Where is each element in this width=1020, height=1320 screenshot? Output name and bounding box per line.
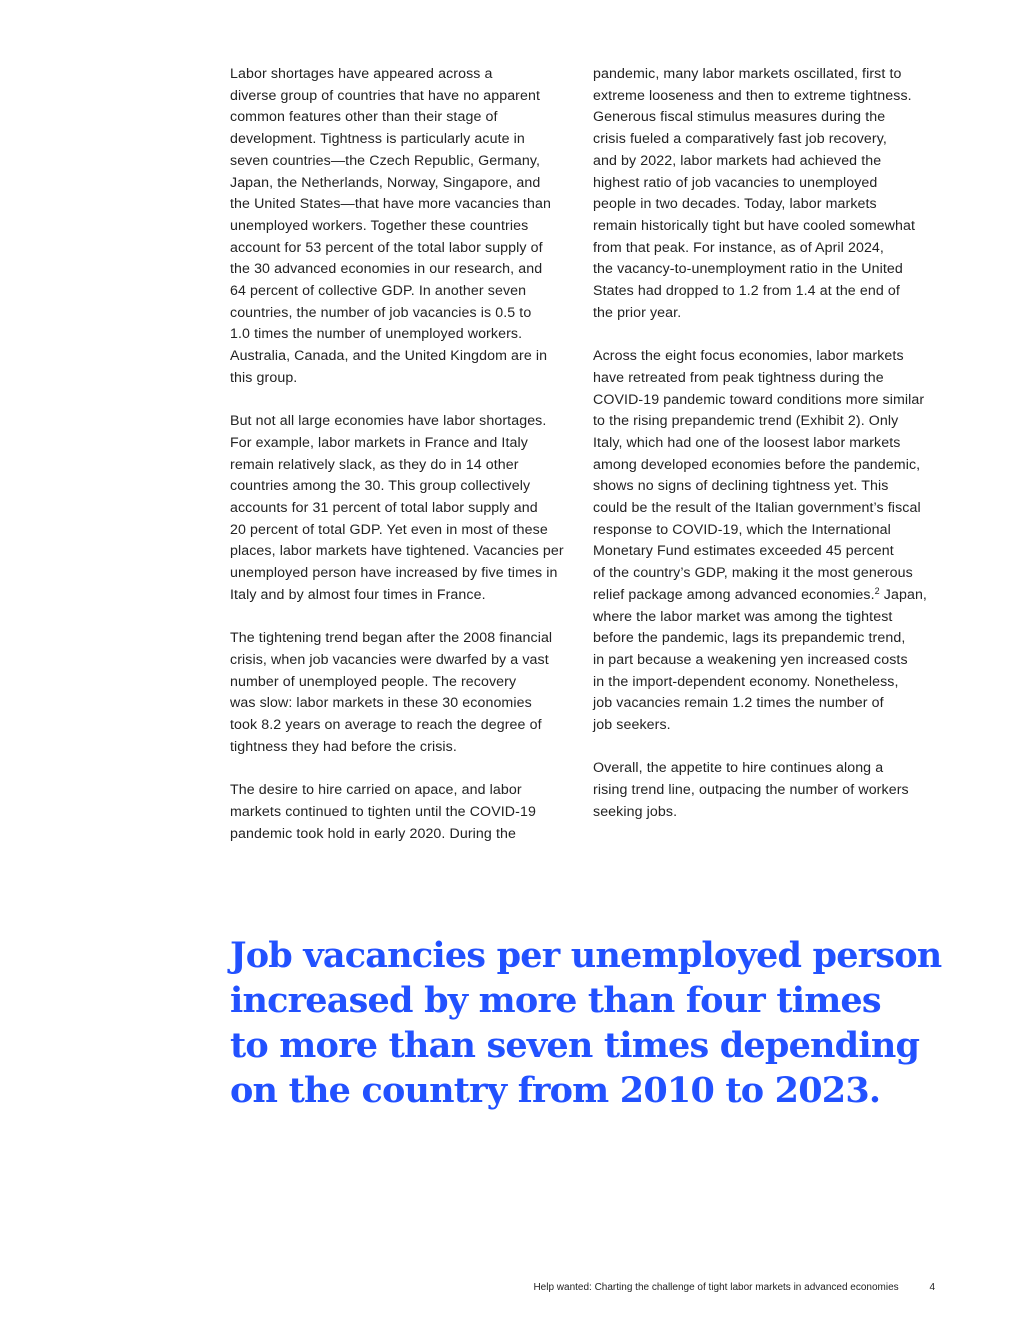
text-line: took 8.2 years on average to reach the degree of [230, 717, 542, 734]
text-line: The desire to hire carried on apace, and labor [230, 782, 522, 799]
right-column [593, 64, 941, 845]
text-line: highest ratio of job vacancies to unemployed [593, 174, 878, 191]
page-number: 4 [929, 1282, 935, 1293]
text-line: where the labor market was among the tightest [593, 608, 893, 625]
text-line: Across the eight focus economies, labor markets [593, 348, 904, 365]
text-line: people in two decades. Today, labor markets [593, 196, 877, 213]
text-line: Italy, which had one of the loosest labor markets [593, 434, 901, 451]
text-line: tightness they had before the crisis. [230, 738, 457, 755]
text-line: the United States—that have more vacancies than [230, 196, 551, 213]
text-line: seeking jobs. [593, 803, 678, 820]
text-line: extreme looseness and then to extreme tightness. [593, 87, 912, 104]
text-line: States had dropped to 1.2 from 1.4 at the end of [593, 283, 900, 300]
text-segment: Japan, [879, 586, 927, 603]
text-line: job vacancies remain 1.2 times the number of [593, 695, 884, 712]
text-line: Italy and by almost four times in France. [230, 586, 486, 603]
text-line: number of unemployed people. The recovery [230, 673, 517, 690]
text-line: places, labor markets have tightened. Vacancies per [230, 543, 564, 560]
footnote-reference[interactable]: 2 [874, 585, 880, 596]
page-footer [533, 1281, 935, 1295]
text-line: in part because a weakening yen increased costs [593, 651, 908, 668]
pull-quote-line: on the country from 2010 to 2023. [230, 1070, 881, 1111]
text-line: before the pandemic, lags its prepandemic trend, [593, 630, 906, 647]
text-line: from that peak. For instance, as of April 2024, [593, 239, 884, 256]
left-column [230, 64, 580, 867]
text-line: Australia, Canada, and the United Kingdom are in [230, 348, 548, 365]
text-line: common features other than their stage of [230, 109, 498, 126]
paragraph [593, 758, 941, 823]
text-line: For example, labor markets in France and Italy [230, 434, 528, 451]
text-line: countries among the 30. This group collectively [230, 478, 531, 495]
text-line: 64 percent of collective GDP. In another seven [230, 283, 527, 300]
text-line: accounts for 31 percent of total labor supply and [230, 500, 538, 517]
text-line: rising trend line, outpacing the number of workers [593, 782, 909, 799]
text-line: 1.0 times the number of unemployed workers. [230, 326, 523, 343]
pull-quote [230, 933, 942, 1113]
text-line: seven countries—the Czech Republic, Germany, [230, 152, 541, 169]
text-line: Labor shortages have appeared across a [230, 66, 493, 82]
text-line: could be the result of the Italian government’s fiscal [593, 500, 921, 517]
text-line: job seekers. [593, 717, 671, 734]
text-line: diverse group of countries that have no apparent [230, 87, 541, 104]
text-line: among developed economies before the pandemic, [593, 456, 921, 473]
text-line: have retreated from peak tightness during the [593, 369, 884, 386]
footnote-line [593, 585, 941, 607]
text-line: shows no signs of declining tightness yet. This [593, 478, 889, 495]
pull-quote-line: Job vacancies per unemployed person [230, 935, 942, 976]
text-line: Generous fiscal stimulus measures during the [593, 109, 886, 126]
text-line: crisis, when job vacancies were dwarfed by a vast [230, 651, 549, 668]
text-line: The tightening trend began after the 2008 financial [230, 630, 553, 647]
text-line: this group. [230, 369, 298, 386]
text-line: Japan, the Netherlands, Norway, Singapore, and [230, 174, 541, 191]
text-line: pandemic took hold in early 2020. During the [230, 825, 516, 842]
text-line: remain historically tight but have cooled somewhat [593, 217, 916, 234]
text-line: the vacancy-to-unemployment ratio in the United [593, 261, 903, 278]
text-line: and by 2022, labor markets had achieved the [593, 152, 882, 169]
text-line: in the import-dependent economy. Nonetheless, [593, 673, 899, 690]
text-line: remain relatively slack, as they do in 14 other [230, 456, 519, 473]
text-line: was slow: labor markets in these 30 economies [230, 695, 532, 712]
text-line: unemployed person have increased by five times in [230, 565, 558, 582]
paragraph [230, 780, 580, 845]
text-line: COVID-19 pandemic toward conditions more similar [593, 391, 925, 408]
paragraph [230, 628, 580, 758]
text-line: markets continued to tighten until the COVID-19 [230, 803, 536, 820]
text-line: unemployed workers. Together these countries [230, 217, 529, 234]
text-line: to the rising prepandemic trend (Exhibit 2). Only [593, 413, 899, 430]
footer-title: Help wanted: Charting the challenge of tight labor markets in advanced economies [533, 1282, 899, 1293]
paragraph [230, 411, 580, 606]
text-line: Overall, the appetite to hire continues along a [593, 760, 884, 777]
text-line: 20 percent of total GDP. Yet even in most of these [230, 521, 548, 538]
text-line: Monetary Fund estimates exceeded 45 percent [593, 543, 894, 560]
text-segment: relief package among advanced economies. [593, 586, 875, 603]
text-line: of the country’s GDP, making it the most generous [593, 565, 913, 582]
text-line: But not all large economies have labor shortages. [230, 413, 547, 430]
pull-quote-line: to more than seven times depending [230, 1025, 920, 1066]
text-line: pandemic, many labor markets oscillated, first to [593, 66, 902, 82]
text-line: response to COVID-19, which the International [593, 521, 891, 538]
text-line: countries, the number of job vacancies is 0.5 to [230, 304, 532, 321]
pull-quote-line: increased by more than four times [230, 980, 881, 1021]
text-line: crisis fueled a comparatively fast job recovery, [593, 131, 887, 148]
text-line: account for 53 percent of the total labor supply of [230, 239, 543, 256]
paragraph [593, 346, 941, 737]
paragraph [230, 64, 580, 390]
text-line: development. Tightness is particularly acute in [230, 131, 525, 148]
text-line: the 30 advanced economies in our research, and [230, 261, 543, 278]
text-line: the prior year. [593, 304, 682, 321]
paragraph [593, 64, 941, 324]
